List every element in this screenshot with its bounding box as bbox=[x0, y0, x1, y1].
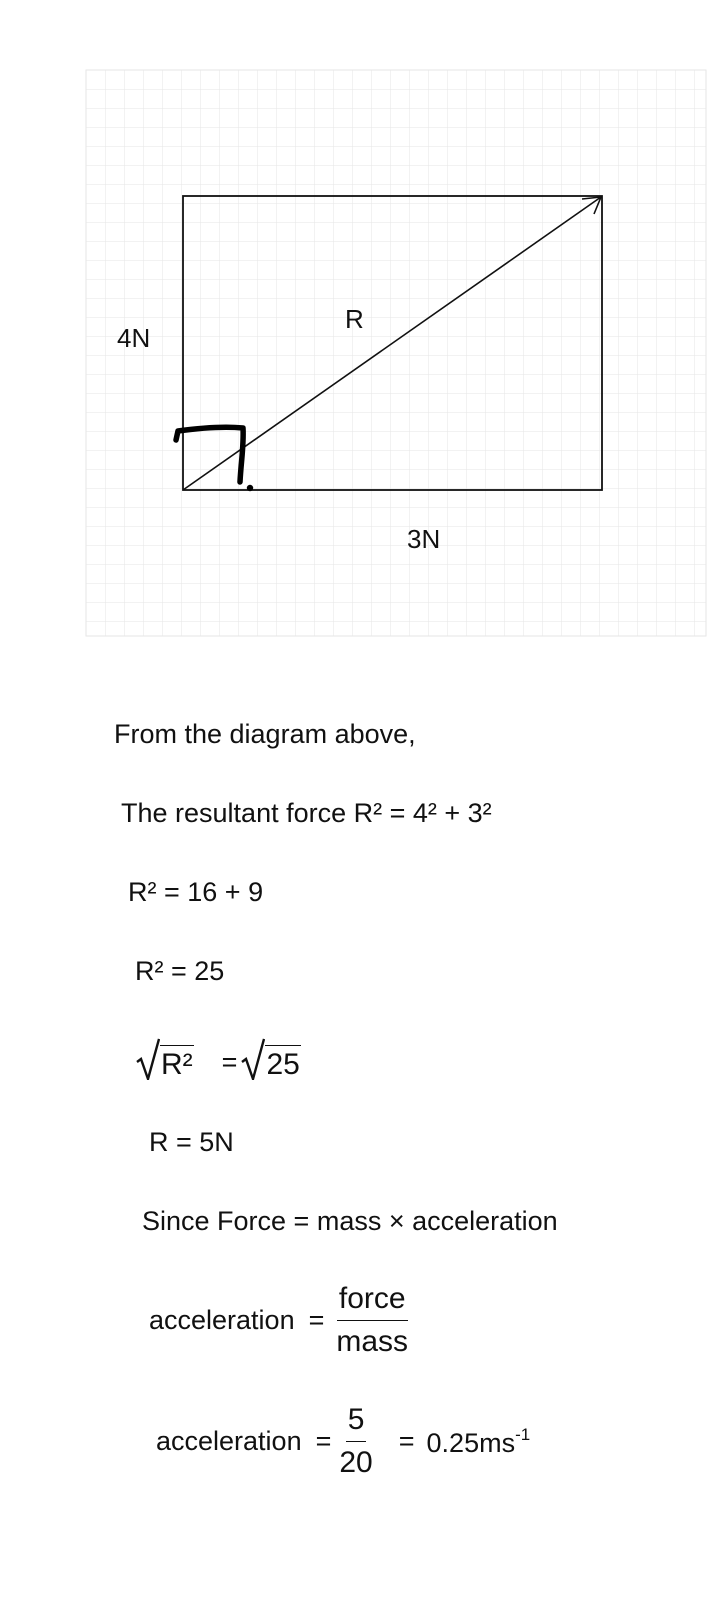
grid-background bbox=[86, 70, 706, 636]
label-4n: 4N bbox=[117, 323, 151, 353]
sqrt-equals: = bbox=[221, 1047, 238, 1077]
intro-text: From the diagram above, bbox=[114, 719, 416, 749]
label-3n: 3N bbox=[407, 524, 441, 554]
label-r: R bbox=[345, 304, 364, 334]
force-diagram bbox=[0, 0, 720, 660]
value-equals-2: = bbox=[398, 1426, 415, 1456]
formula-lhs: acceleration bbox=[149, 1305, 295, 1335]
formula-numerator: force bbox=[337, 1284, 408, 1321]
value-equals: = bbox=[315, 1426, 332, 1456]
step-result: R = 5N bbox=[149, 1127, 234, 1157]
value-fraction bbox=[337, 1405, 374, 1478]
step-sum: R² = 16 + 9 bbox=[128, 877, 264, 907]
sqrt-left-radicand: R² bbox=[160, 1045, 194, 1080]
formula-fraction bbox=[334, 1284, 410, 1357]
step-newton-law: Since Force = mass × acceleration bbox=[142, 1206, 558, 1236]
step-acceleration-formula bbox=[149, 1284, 410, 1357]
formula-denominator: mass bbox=[336, 1325, 409, 1358]
radical-sign-icon bbox=[136, 1038, 160, 1080]
value-result-base: 0.25ms bbox=[426, 1427, 516, 1458]
sqrt-right bbox=[241, 1038, 300, 1080]
step-square-root bbox=[136, 1038, 301, 1080]
value-result-exponent: -1 bbox=[515, 1424, 531, 1444]
step-r-squared: R² = 25 bbox=[135, 956, 225, 986]
value-numerator: 5 bbox=[346, 1405, 367, 1442]
handwritten-dot bbox=[247, 485, 253, 491]
step-acceleration-value bbox=[156, 1405, 530, 1478]
value-result bbox=[427, 1425, 531, 1459]
value-lhs: acceleration bbox=[156, 1426, 302, 1456]
radical-sign-icon bbox=[241, 1038, 265, 1080]
value-denominator: 20 bbox=[339, 1446, 373, 1479]
step-pythagoras: The resultant force R² = 4² + 3² bbox=[121, 798, 492, 828]
sqrt-right-radicand: 25 bbox=[265, 1045, 300, 1080]
formula-equals: = bbox=[308, 1305, 325, 1335]
sqrt-left bbox=[136, 1038, 194, 1080]
